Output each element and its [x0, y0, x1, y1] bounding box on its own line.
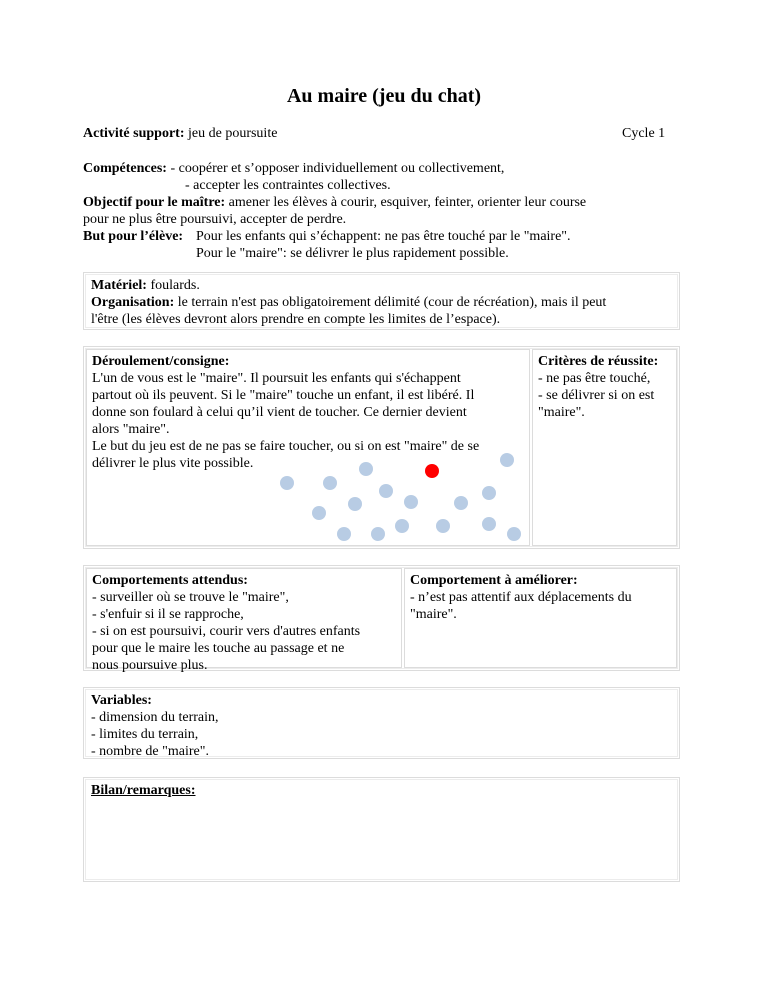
child-dot-icon	[379, 484, 393, 498]
comportements-label: Comportements attendus:	[92, 573, 248, 588]
child-dot-icon	[337, 527, 351, 541]
ameliorer-line: "maire".	[410, 607, 457, 622]
child-dot-icon	[312, 506, 326, 520]
competence-item: - coopérer et s’opposer individuellement ou collectivement,	[166, 161, 505, 176]
variables-label: Variables:	[91, 693, 152, 708]
ameliorer-cell	[404, 568, 677, 668]
materiel-value: foulards.	[146, 278, 200, 293]
maire-dot-icon	[425, 464, 439, 478]
but-item: Pour le "maire": se délivrer le plus rapidement possible.	[196, 246, 509, 261]
child-dot-icon	[371, 527, 385, 541]
variables-line: - nombre de "maire".	[91, 744, 209, 759]
ameliorer-line: - n’est pas attentif aux déplacements du	[410, 590, 632, 605]
deroulement-label: Déroulement/consigne:	[92, 354, 230, 369]
objectif-text-cont: pour ne plus être poursuivi, accepter de perdre.	[83, 212, 347, 227]
variables-line: - limites du terrain,	[91, 727, 199, 742]
deroulement-line: partout où ils peuvent. Si le "maire" touche un enfant, il est libéré. Il	[92, 388, 475, 403]
variables-line: - dimension du terrain,	[91, 710, 219, 725]
child-dot-icon	[323, 476, 337, 490]
activity-value: jeu de poursuite	[184, 126, 278, 141]
organisation-text: le terrain n'est pas obligatoirement délimité (cour de récréation), mais il peut	[174, 295, 607, 310]
objectif-label: Objectif pour le maître:	[83, 195, 226, 210]
organisation-text-cont: l'être (les élèves devront alors prendre en compte les limites de l’espace).	[91, 312, 501, 327]
deroulement-table	[83, 346, 680, 549]
deroulement-line: alors "maire".	[92, 422, 170, 437]
comportements-table	[83, 565, 680, 671]
variables-box	[83, 687, 680, 759]
criteres-cell	[532, 349, 677, 546]
cycle-label: Cycle 1	[622, 126, 666, 141]
competences-label: Compétences:	[83, 161, 167, 176]
comportements-cell	[86, 568, 402, 673]
materiel-label: Matériel:	[91, 278, 147, 293]
criteres-line: "maire".	[538, 405, 585, 420]
child-dot-icon	[404, 495, 418, 509]
but-item: Pour les enfants qui s’échappent: ne pas être touché par le "maire".	[196, 229, 571, 244]
deroulement-line: L'un de vous est le "maire". Il poursuit les enfants qui s'échappent	[92, 371, 461, 386]
child-dot-icon	[280, 476, 294, 490]
competence-item: - accepter les contraintes collectives.	[185, 178, 391, 193]
child-dot-icon	[454, 496, 468, 510]
child-dot-icon	[507, 527, 521, 541]
child-dot-icon	[482, 517, 496, 531]
deroulement-line: délivrer le plus vite possible.	[92, 456, 254, 471]
ameliorer-label: Comportement à améliorer:	[410, 573, 578, 588]
child-dot-icon	[348, 497, 362, 511]
deroulement-cell	[86, 349, 530, 546]
child-dot-icon	[436, 519, 450, 533]
objectif-text: amener les élèves à courir, esquiver, feinter, orienter leur course	[225, 195, 587, 210]
activity-label: Activité support:	[83, 126, 185, 141]
comportements-line: - s'enfuir si il se rapproche,	[92, 607, 244, 622]
but-label: But pour l’élève:	[83, 229, 184, 244]
bilan-label: Bilan/remarques:	[91, 783, 196, 798]
child-dot-icon	[482, 486, 496, 500]
page-title: Au maire (jeu du chat)	[286, 85, 482, 107]
criteres-label: Critères de réussite:	[538, 354, 659, 369]
organisation-label: Organisation:	[91, 295, 175, 310]
criteres-line: - ne pas être touché,	[538, 371, 651, 386]
comportements-line: - surveiller où se trouve le "maire",	[92, 590, 289, 605]
child-dot-icon	[500, 453, 514, 467]
criteres-line: - se délivrer si on est	[538, 388, 655, 403]
child-dot-icon	[395, 519, 409, 533]
deroulement-line: Le but du jeu est de ne pas se faire toucher, ou si on est "maire" de se	[92, 439, 480, 454]
deroulement-line: donne son foulard à celui qu’il vient de toucher. Ce dernier devient	[92, 405, 467, 420]
comportements-line: nous poursuive plus.	[92, 658, 208, 673]
comportements-line: - si on est poursuivi, courir vers d'autres enfants	[92, 624, 361, 639]
activity-line	[83, 125, 277, 142]
materiel-box	[83, 272, 680, 330]
comportements-line: pour que le maire les touche au passage et ne	[92, 641, 345, 656]
child-dot-icon	[359, 462, 373, 476]
bilan-box	[83, 777, 680, 882]
competences-section	[83, 160, 586, 262]
